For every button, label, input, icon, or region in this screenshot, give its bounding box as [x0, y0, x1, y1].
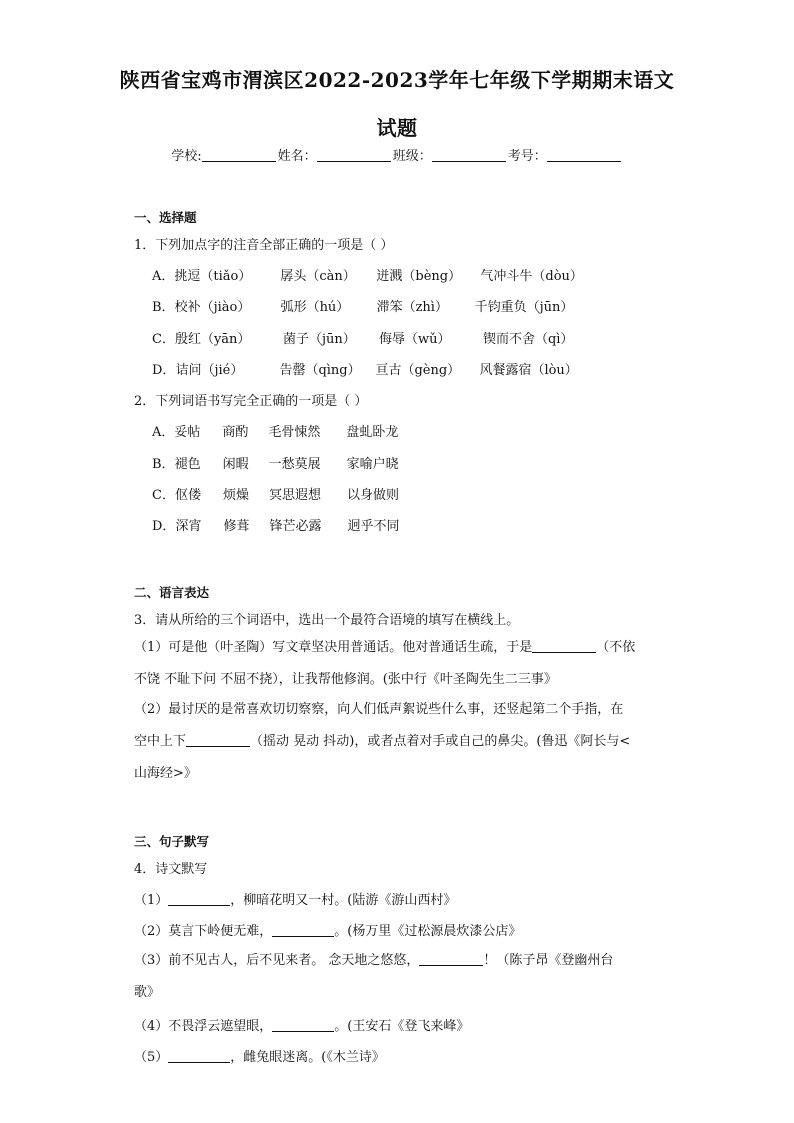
question-2-stem: 2．下列词语书写完全正确的一项是（ ） — [134, 394, 368, 409]
option-item: 伛偻 — [174, 488, 201, 503]
q3-p2-text-c: （摇动 晃动 抖动)，或者点着对手或自己的鼻尖。(鲁迅《阿长与< — [250, 734, 631, 749]
option-item: 气冲斗牛（dòu） — [480, 269, 583, 284]
question-3-part-1 — [134, 632, 660, 696]
q4-line-2 — [134, 920, 521, 939]
class-blank[interactable] — [432, 149, 506, 162]
q1-option-a[interactable] — [152, 265, 583, 284]
option-label: D． — [152, 363, 176, 378]
q1-option-b[interactable] — [152, 296, 573, 315]
section-heading-dictation: 三、句子默写 — [134, 834, 210, 849]
q4-l1-answer-blank[interactable] — [168, 893, 230, 906]
q4-l2-text-tail: 。(杨万里《过松源晨炊漆公店》 — [334, 924, 522, 939]
q4-l4-text: （4）不畏浮云遮望眼， — [134, 1019, 273, 1034]
option-item: 锲而不舍（qì） — [482, 332, 574, 347]
option-item: 以身做则 — [346, 488, 399, 503]
q3-p2-text-d: 山海经>》 — [134, 766, 197, 781]
question-4-stem: 4．诗文默写 — [134, 862, 208, 877]
option-label: B． — [152, 457, 175, 472]
option-item: 一愁莫展 — [268, 457, 321, 472]
q2-option-d[interactable] — [152, 515, 399, 534]
q2-option-b[interactable] — [152, 453, 399, 472]
q4-line-3 — [134, 945, 660, 1009]
option-item: 风餐露宿（lòu） — [479, 363, 578, 378]
option-item: 弧形（hú） — [280, 300, 350, 315]
option-item: 挑逗（tiǎo） — [174, 269, 252, 284]
q4-l2-text: （2）莫言下岭便无难， — [134, 924, 273, 939]
name-blank[interactable] — [317, 149, 391, 162]
number-blank[interactable] — [547, 149, 621, 162]
section-heading-expression: 二、语言表达 — [134, 585, 210, 600]
option-item: 孱头（càn） — [280, 269, 356, 284]
q4-line-5 — [134, 1046, 385, 1065]
option-label: A． — [152, 269, 175, 284]
q4-line-1 — [134, 889, 456, 908]
option-item: 诘问（jié） — [175, 363, 244, 378]
option-item: 毛骨悚然 — [268, 425, 321, 440]
option-item: 迥乎不同 — [347, 519, 400, 534]
q3-p2-answer-blank[interactable] — [186, 734, 250, 747]
option-item: 闲暇 — [222, 457, 249, 472]
number-label: 考号： — [507, 149, 547, 164]
option-item: 菌子（jūn） — [282, 332, 356, 347]
q4-l3-answer-blank[interactable] — [419, 953, 483, 966]
name-label: 姓名： — [277, 149, 317, 164]
option-item: 亘古（gèng） — [375, 363, 461, 378]
section-heading-choice: 一、选择题 — [134, 210, 197, 225]
option-item: 商酌 — [222, 425, 249, 440]
option-item: 深宵 — [175, 519, 202, 534]
option-item: 烦燥 — [222, 488, 249, 503]
school-blank[interactable] — [202, 149, 276, 162]
q3-p2-text-b: 空中上下 — [134, 734, 187, 749]
option-label: C． — [152, 488, 175, 503]
q2-option-c[interactable] — [152, 484, 399, 503]
option-label: A． — [152, 425, 175, 440]
class-label: 班级： — [392, 149, 432, 164]
q4-l3-text: （3）前不见古人，后不见来者。 念天地之悠悠， — [134, 953, 420, 968]
option-label: B． — [152, 300, 175, 315]
q4-l5-prefix: （5） — [134, 1050, 169, 1065]
question-3-stem: 3．请从所给的三个词语中，选出一个最符合语境的填写在横线上。 — [134, 613, 520, 628]
q2-option-a[interactable] — [152, 421, 398, 440]
option-item: 妥帖 — [174, 425, 201, 440]
q3-p2-text: （2）最讨厌的是常喜欢切切察察，向人们低声絮说些什么事，还竖起第二个手指，在 — [134, 702, 624, 717]
q4-l4-text-tail: 。(王安石《登飞来峰》 — [334, 1019, 470, 1034]
q4-l3-text-tail: ！（陈子昂《登幽州台 — [483, 953, 614, 968]
question-3-part-2 — [134, 694, 660, 790]
school-label: 学校: — [171, 149, 202, 164]
option-item: 校补（jiào） — [174, 300, 251, 315]
q4-l3-text-cont: 歌》 — [134, 985, 161, 1000]
q4-l5-answer-blank[interactable] — [168, 1050, 230, 1063]
q3-p1-text-tail: （不依 — [596, 640, 636, 655]
option-label: C． — [152, 332, 175, 347]
option-item: 冥思遐想 — [268, 488, 321, 503]
page-title-continued: 试题 — [376, 116, 418, 140]
q1-option-d[interactable] — [152, 359, 578, 378]
q4-l1-text: ，柳暗花明又一村。(陆游《游山西村》 — [230, 893, 457, 908]
q1-option-c[interactable] — [152, 328, 573, 347]
option-item: 滞笨（zhì） — [376, 300, 448, 315]
student-info-row — [0, 145, 794, 164]
option-item: 修葺 — [223, 519, 250, 534]
question-1-stem: 1．下列加点字的注音全部正确的一项是（ ） — [134, 238, 394, 253]
option-item: 告罄（qìng） — [279, 363, 361, 378]
q3-p1-answer-blank[interactable] — [532, 640, 596, 653]
option-item: 迸溅（bèng） — [376, 269, 462, 284]
option-item: 盘虬卧龙 — [346, 425, 399, 440]
q4-l5-text: ，雌兔眼迷离。(《木兰诗》 — [230, 1050, 385, 1065]
option-label: D． — [152, 519, 176, 534]
q4-l2-answer-blank[interactable] — [272, 924, 334, 937]
option-item: 千钧重负（jūn） — [474, 300, 574, 315]
option-item: 锋芒必露 — [269, 519, 322, 534]
option-item: 褪色 — [174, 457, 201, 472]
page-title: 陕西省宝鸡市渭滨区2022-2023学年七年级下学期期末语文 — [119, 68, 675, 92]
q3-p1-text-cont: 不饶 不耻下问 不屈不挠），让我帮他修润。(张中行《叶圣陶先生二三事》 — [134, 672, 557, 687]
q4-l4-answer-blank[interactable] — [272, 1019, 334, 1032]
q4-l1-prefix: （1） — [134, 893, 169, 908]
option-item: 殷红（yān） — [174, 332, 251, 347]
q4-line-4 — [134, 1015, 469, 1034]
option-item: 侮辱（wǔ） — [378, 332, 451, 347]
option-item: 家喻户晓 — [346, 457, 399, 472]
q3-p1-text: （1）可是他（叶圣陶）写文章坚决用普通话。他对普通话生疏，于是 — [134, 640, 533, 655]
